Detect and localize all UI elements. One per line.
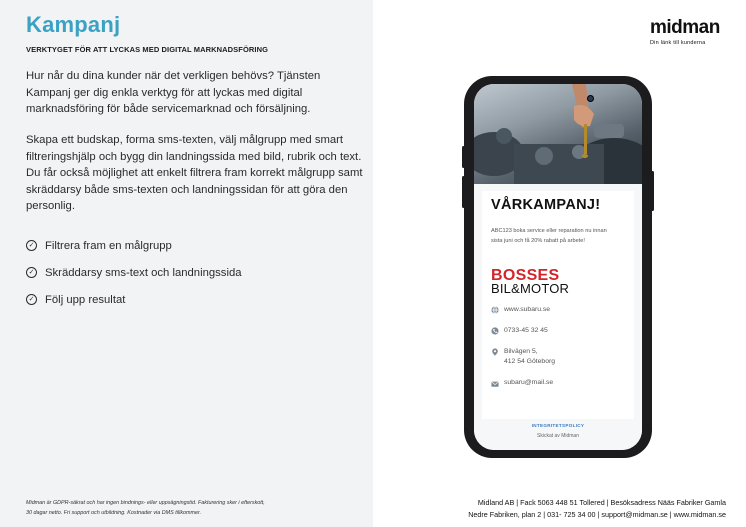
phone-screen	[474, 84, 642, 450]
privacy-policy-link[interactable]: INTEGRITETSPOLICY	[531, 423, 585, 428]
logo-wordmark: midman	[650, 17, 720, 38]
feature-item	[26, 259, 242, 286]
contact-address	[504, 347, 555, 367]
check-circle-icon: ✓	[26, 294, 37, 305]
campaign-headline: VÅRKAMPANJ!	[491, 197, 601, 213]
midman-logo	[650, 17, 724, 46]
engine-illustration	[474, 84, 642, 184]
feature-item	[26, 286, 242, 313]
page-title: Kampanj	[26, 12, 121, 37]
disclaimer	[26, 498, 346, 518]
check-circle-icon: ✓	[26, 267, 37, 278]
globe-icon	[491, 306, 499, 314]
offer-text	[491, 226, 631, 246]
hero-image	[474, 84, 642, 184]
feature-label: Följ upp resultat	[45, 293, 126, 306]
sent-by-label: Skickat av Midman	[537, 433, 579, 439]
feature-list	[26, 232, 242, 313]
intro-paragraph: Hur når du dina kunder när det verkligen behövs? Tjänsten Kampanj ger dig enkla verktyg för att lyckas med digital marknadsföring för både servicemarknad och försäljning.	[26, 70, 321, 115]
phone-mockup	[464, 76, 652, 458]
dealer-logo-name: BOSSES	[491, 267, 560, 284]
feature-item	[26, 232, 242, 259]
disclaimer-line: 30 dagar netto. Fri support och utbildning. Kostnader via DMS tillkommer.	[26, 510, 202, 516]
phone-button	[462, 146, 465, 168]
contact-phone[interactable]: 0733-45 32 45	[504, 327, 548, 334]
phone-button	[462, 176, 465, 208]
footer-line: Midland AB | Fack 5063 448 51 Tollered | Besöksadress Nääs Fabriker Gamla	[477, 498, 726, 507]
phone-button	[651, 171, 654, 211]
location-pin-icon	[491, 348, 499, 356]
page-subtitle: VERKTYGET FÖR ATT LYCKAS MED DIGITAL MARKNADSFÖRING	[26, 45, 269, 54]
feature-label: Filtrera fram en målgrupp	[45, 239, 172, 252]
feature-label: Skräddarsy sms-text och landningssida	[45, 266, 242, 279]
logo-tagline: Din länk till kunderna	[650, 40, 706, 46]
address-line: 412 54 Göteborg	[504, 358, 556, 365]
footer-line: Nedre Fabriken, plan 2 | 031- 725 34 00 | support@midman.se | www.midman.se	[468, 510, 726, 519]
check-circle-icon: ✓	[26, 240, 37, 251]
dealer-logo-sub: BIL&MOTOR	[491, 281, 570, 296]
disclaimer-line: Midman är GDPR-säkrat och har ingen bindnings- eller uppsägningstid. Fakturering sker i efterskott,	[26, 500, 265, 506]
address-line: Bilvägen 5,	[504, 348, 538, 355]
mail-icon	[491, 380, 499, 388]
contact-website[interactable]: www.subaru.se	[504, 306, 551, 313]
phone-icon	[491, 327, 499, 335]
contact-email[interactable]: subaru@mail.se	[504, 379, 554, 386]
offer-line: sista juni och få 20% rabatt på arbete!	[491, 238, 585, 244]
camera-icon	[587, 95, 594, 102]
description-paragraph: Skapa ett budskap, forma sms-texten, välj målgrupp med smart filtreringshjälp och bygg din landningssida med bild, rubrik och text. Du får också möjlighet att enkelt filtrera fram korrekt målgrupp samt skräddarsy både sms-texten och landningssidan för att göra den personlig.	[26, 134, 363, 212]
offer-line: ABC123 boka service eller reparation nu innan	[491, 228, 607, 234]
